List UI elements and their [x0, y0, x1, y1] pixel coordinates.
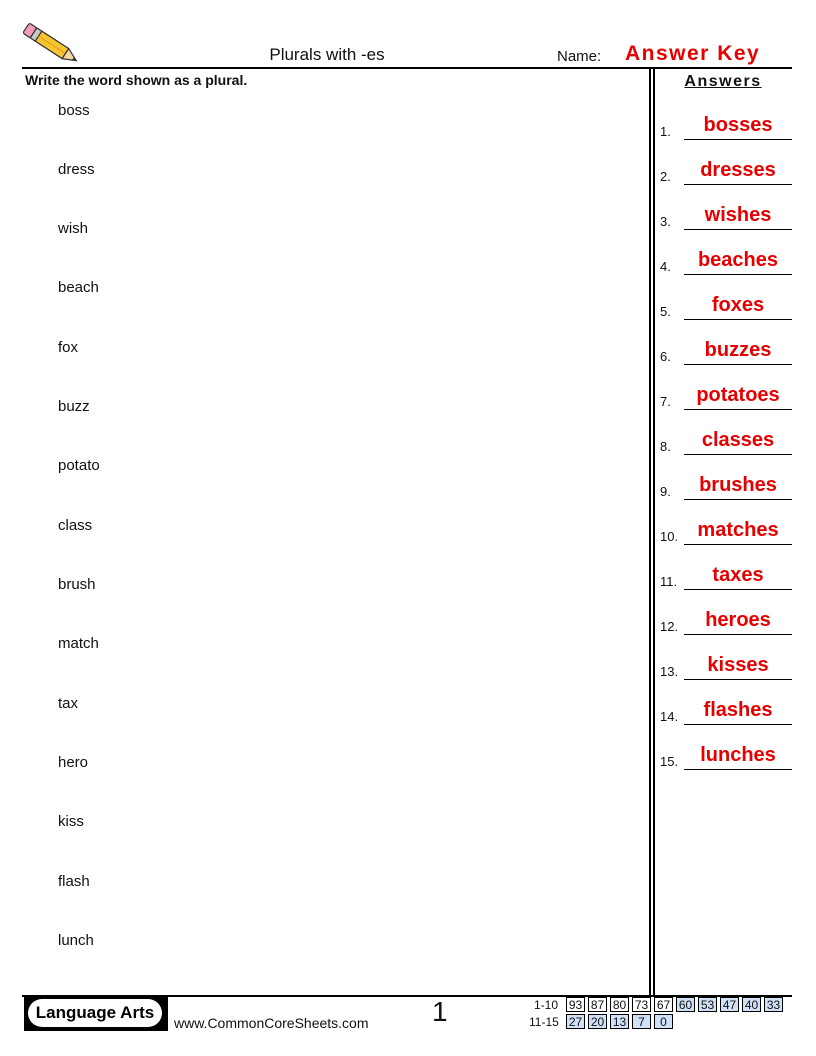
question-word: class: [58, 517, 93, 534]
score-row-label: 11-15: [529, 1015, 559, 1029]
name-label: Name:: [557, 48, 602, 65]
answer-word: beaches: [697, 249, 779, 271]
question-item: [0, 932, 400, 952]
answer-number: 4.: [660, 259, 671, 274]
answer-word: foxes: [711, 294, 765, 316]
question-item: [0, 873, 400, 893]
answer-line: [684, 454, 792, 455]
instructions: Write the word shown as a plural.: [25, 72, 248, 88]
score-cell: 13: [610, 1014, 629, 1029]
question-item: [0, 695, 400, 715]
score-cell: 67: [654, 997, 673, 1012]
answer-word: dresses: [700, 159, 776, 181]
answer-word: bosses: [703, 114, 773, 136]
answer-number: 3.: [660, 214, 671, 229]
question-word: beach: [58, 279, 99, 296]
answer-word: kisses: [707, 654, 769, 676]
answer-word: lunches: [700, 744, 776, 766]
question-word: wish: [58, 220, 89, 237]
question-item: [0, 279, 400, 299]
name-value: Answer Key: [625, 42, 761, 65]
question-word: brush: [58, 576, 96, 593]
answer-line: [684, 499, 792, 500]
answer-word: flashes: [703, 699, 773, 721]
answers-heading: Answers: [684, 73, 762, 90]
question-word: boss: [58, 102, 90, 119]
answer-line: [684, 274, 792, 275]
answer-word: heroes: [705, 609, 771, 631]
question-word: dress: [58, 161, 95, 178]
answer-line: [684, 139, 792, 140]
question-word: fox: [58, 339, 79, 356]
score-cell: 73: [632, 997, 651, 1012]
answer-number: 8.: [660, 439, 671, 454]
answer-line: [684, 229, 792, 230]
score-cell: 93: [566, 997, 585, 1012]
score-cell: 47: [720, 997, 739, 1012]
score-cell: 80: [610, 997, 629, 1012]
score-cell: 40: [742, 997, 761, 1012]
answer-line: [684, 364, 792, 365]
question-item: [0, 339, 400, 359]
question-word: kiss: [58, 813, 84, 830]
question-word: tax: [58, 695, 79, 712]
score-cell: 53: [698, 997, 717, 1012]
answer-word: taxes: [712, 564, 764, 586]
question-item: [0, 161, 400, 181]
answer-number: 14.: [660, 709, 679, 724]
score-row-label: 1-10: [534, 998, 559, 1012]
column-divider-right: [653, 68, 655, 996]
answer-number: 9.: [660, 484, 671, 499]
column-divider-left: [649, 68, 651, 996]
question-item: [0, 457, 400, 477]
question-word: buzz: [58, 398, 90, 415]
question-word: lunch: [58, 932, 94, 949]
score-cell: 27: [566, 1014, 585, 1029]
answer-line: [684, 319, 792, 320]
page-number: 1: [432, 996, 448, 1027]
answer-number: 12.: [660, 619, 679, 634]
answer-number: 1.: [660, 124, 671, 139]
question-word: potato: [58, 457, 100, 474]
answer-word: classes: [701, 429, 775, 451]
answer-word: matches: [697, 519, 779, 541]
score-cell: 20: [588, 1014, 607, 1029]
answer-line: [684, 724, 792, 725]
score-cell: 87: [588, 997, 607, 1012]
score-cell: 7: [632, 1014, 651, 1029]
answer-number: 5.: [660, 304, 671, 319]
question-item: [0, 398, 400, 418]
answer-line: [684, 544, 792, 545]
answer-number: 11.: [660, 574, 678, 589]
question-item: [0, 102, 400, 122]
score-cell: 33: [764, 997, 783, 1012]
answer-word: brushes: [699, 474, 777, 496]
worksheet-title: Plurals with -es: [269, 45, 385, 64]
answer-number: 10.: [660, 529, 679, 544]
question-item: [0, 576, 400, 596]
question-word: flash: [58, 873, 90, 890]
answer-line: [684, 589, 792, 590]
header-divider: [22, 67, 792, 69]
answer-word: wishes: [704, 204, 772, 226]
answer-word: potatoes: [696, 384, 780, 406]
answer-number: 7.: [660, 394, 671, 409]
question-item: [0, 635, 400, 655]
answer-line: [684, 769, 792, 770]
answer-line: [684, 679, 792, 680]
answer-line: [684, 184, 792, 185]
answer-line: [684, 634, 792, 635]
answer-number: 15.: [660, 754, 679, 769]
answer-number: 6.: [660, 349, 671, 364]
answer-line: [684, 409, 792, 410]
question-item: [0, 517, 400, 537]
score-cell: 60: [676, 997, 695, 1012]
question-item: [0, 813, 400, 833]
answer-number: 2.: [660, 169, 671, 184]
answer-number: 13.: [660, 664, 679, 679]
question-word: match: [58, 635, 99, 652]
answer-word: buzzes: [704, 339, 772, 361]
site-url: www.CommonCoreSheets.com: [174, 1015, 369, 1031]
question-item: [0, 220, 400, 240]
brand-label: Language Arts: [28, 999, 162, 1027]
question-word: hero: [58, 754, 89, 771]
score-cell: 0: [654, 1014, 673, 1029]
question-item: [0, 754, 400, 774]
